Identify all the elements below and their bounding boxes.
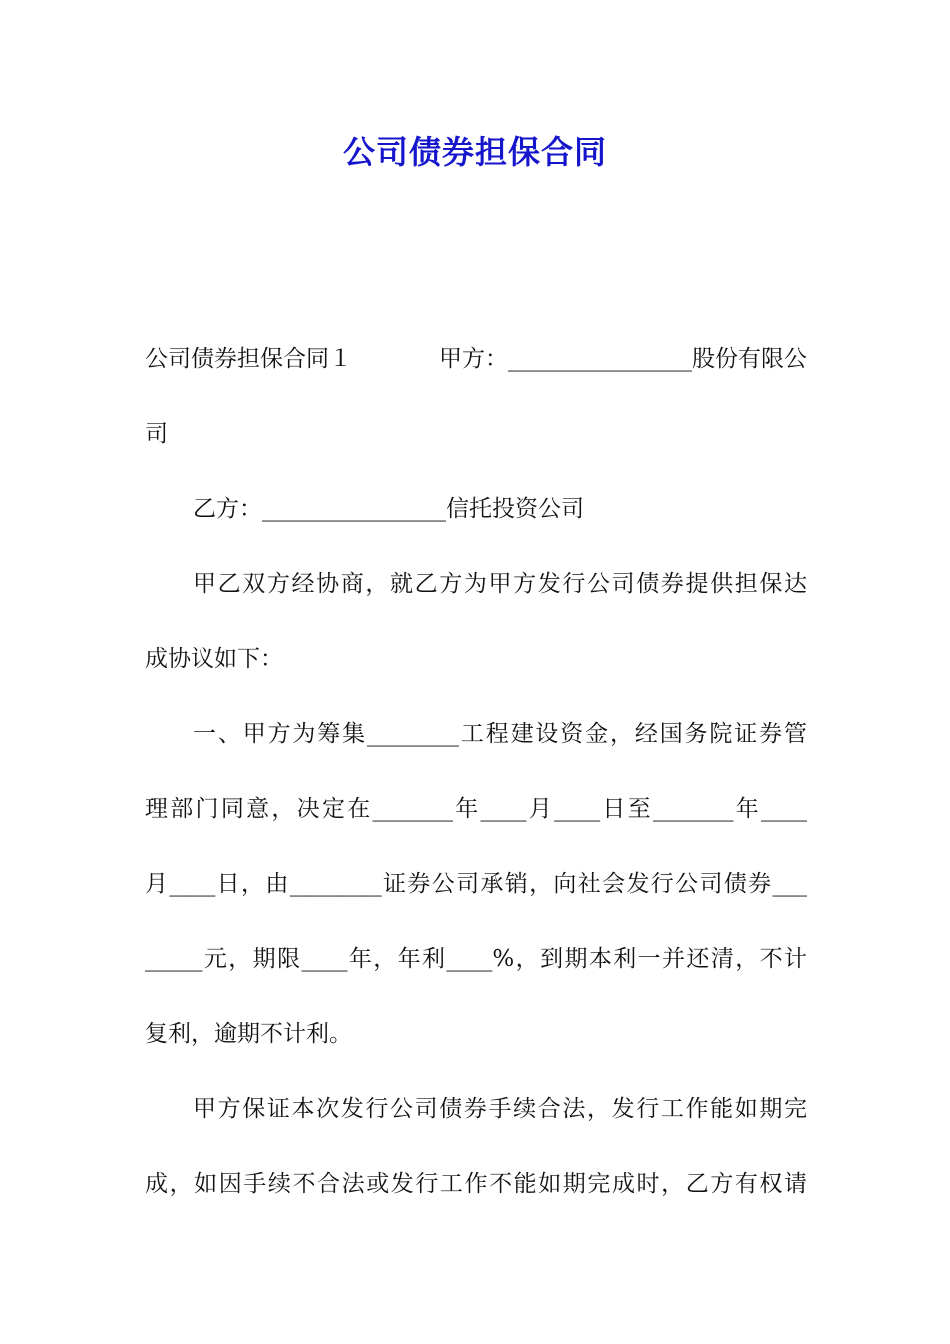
text-line: 司 [145,421,168,447]
contract-body [145,322,807,1222]
text-line: 月____日，由________证券公司承销，向社会发行公司债券___ [145,871,807,897]
text-line: 甲乙双方经协商，就乙方为甲方发行公司债券提供担保达 [193,571,807,597]
document-title: 公司债券担保合同 [342,133,607,171]
text-line: 一、甲方为筹集________工程建设资金，经国务院证券管 [193,721,807,747]
party-a-text: 甲方：________________股份有限公 [439,346,807,372]
text-line: 复利，逾期不计利。 [145,1021,352,1047]
party-b-line: 乙方：________________信托投资公司 [193,496,584,522]
text-line: 理部门同意，决定在_______年____月____日至_______年____ [145,796,807,822]
text-line: 成，如因手续不合法或发行工作不能如期完成时，乙方有权请 [145,1171,807,1197]
party-a-line [145,322,807,397]
contract-heading-ref: 公司债券担保合同１ [145,346,352,372]
text-line: 成协议如下： [145,646,283,672]
text-line: _____元，期限____年，年利____%，到期本利一并还清，不计 [145,946,807,972]
text-line: 甲方保证本次发行公司债券手续合法，发行工作能如期完 [193,1096,807,1122]
